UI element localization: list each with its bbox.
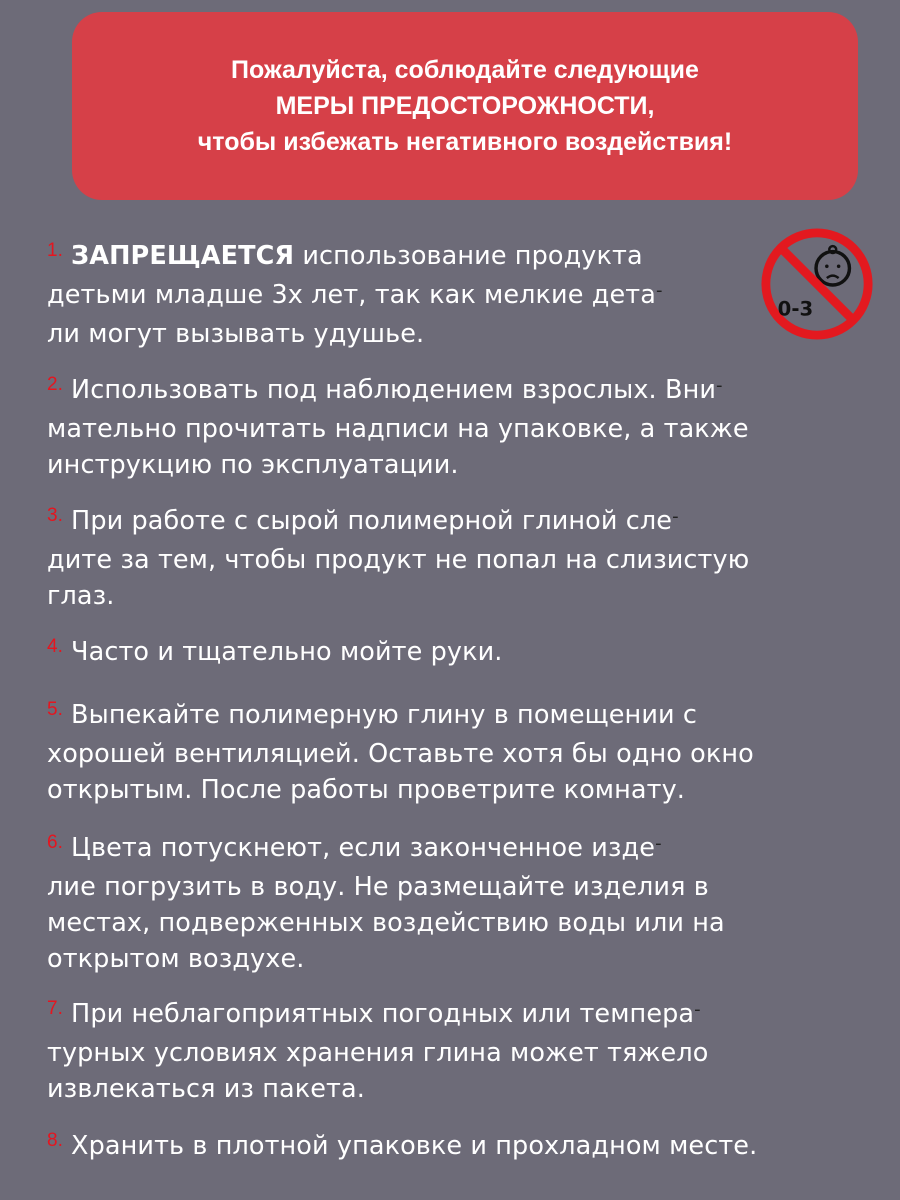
- precaution-item-6: [47, 830, 870, 977]
- precaution-item-7: [47, 996, 870, 1107]
- item-emphasis: ЗАПРЕЩАЕТСЯ: [71, 241, 295, 271]
- item-text-line: открытом воздухе.: [47, 944, 305, 974]
- banner-line-2: МЕРЫ ПРЕДОСТОРОЖНОСТИ,: [275, 92, 655, 120]
- item-text-line: Выпекайте полимерную глину в помещении с: [71, 700, 697, 730]
- precaution-item-4: [47, 634, 870, 673]
- item-text-line: дите за тем, чтобы продукт не попал на слизистую: [47, 545, 750, 575]
- item-text-line: ли могут вызывать удушье.: [47, 319, 425, 349]
- item-text-line: инструкцию по эксплуатации.: [47, 450, 459, 480]
- warning-banner: [72, 12, 858, 200]
- age-label: 0-3: [777, 297, 814, 321]
- hyphen: -: [672, 506, 679, 527]
- hyphen: -: [716, 375, 723, 396]
- no-children-under-3-icon: [758, 225, 876, 343]
- item-number: 2.: [47, 374, 64, 395]
- precaution-item-2: [47, 372, 870, 483]
- item-number: 5.: [47, 699, 64, 720]
- item-number: 7.: [47, 998, 64, 1019]
- item-text-line: глаз.: [47, 581, 115, 611]
- item-text-line: Хранить в плотной упаковке и прохладном месте.: [71, 1131, 758, 1161]
- hyphen: -: [694, 999, 701, 1020]
- item-text-line: мательно прочитать надписи на упаковке, а также: [47, 414, 749, 444]
- precaution-item-8: [47, 1128, 870, 1167]
- item-text-line: детьми младше 3х лет, так как мелкие дета: [47, 280, 656, 310]
- banner-line-1: Пожалуйста, соблюдайте следующие: [231, 56, 699, 84]
- item-text-line: хорошей вентиляцией. Оставьте хотя бы одно окно: [47, 739, 754, 769]
- item-text-line: При неблагоприятных погодных или темпера: [71, 999, 695, 1029]
- item-text-line: использование продукта: [294, 241, 643, 271]
- item-text-line: извлекаться из пакета.: [47, 1074, 365, 1104]
- item-number: 8.: [47, 1130, 64, 1151]
- precaution-item-3: [47, 503, 870, 614]
- item-text-line: Часто и тщательно мойте руки.: [71, 637, 503, 667]
- item-text-line: При работе с сырой полимерной глиной сле: [71, 506, 673, 536]
- item-text-line: открытым. После работы проветрите комнату.: [47, 775, 685, 805]
- item-number: 3.: [47, 505, 64, 526]
- item-text-line: Цвета потускнеют, если законченное изде: [71, 833, 656, 863]
- precaution-item-5: [47, 697, 870, 808]
- item-text-line: лие погрузить в воду. Не размещайте изделия в: [47, 872, 709, 902]
- item-text-line: турных условиях хранения глина может тяжело: [47, 1038, 709, 1068]
- precaution-item-1: [47, 238, 750, 352]
- item-text-line: местах, подверженных воздействию воды или на: [47, 908, 725, 938]
- hyphen: -: [655, 280, 663, 301]
- banner-line-3: чтобы избежать негативного воздействия!: [197, 128, 733, 156]
- item-number: 1.: [47, 240, 64, 261]
- hyphen: -: [655, 833, 662, 854]
- item-text-line: Использовать под наблюдением взрослых. Вни: [71, 375, 717, 405]
- item-number: 6.: [47, 832, 64, 853]
- item-number: 4.: [47, 636, 64, 657]
